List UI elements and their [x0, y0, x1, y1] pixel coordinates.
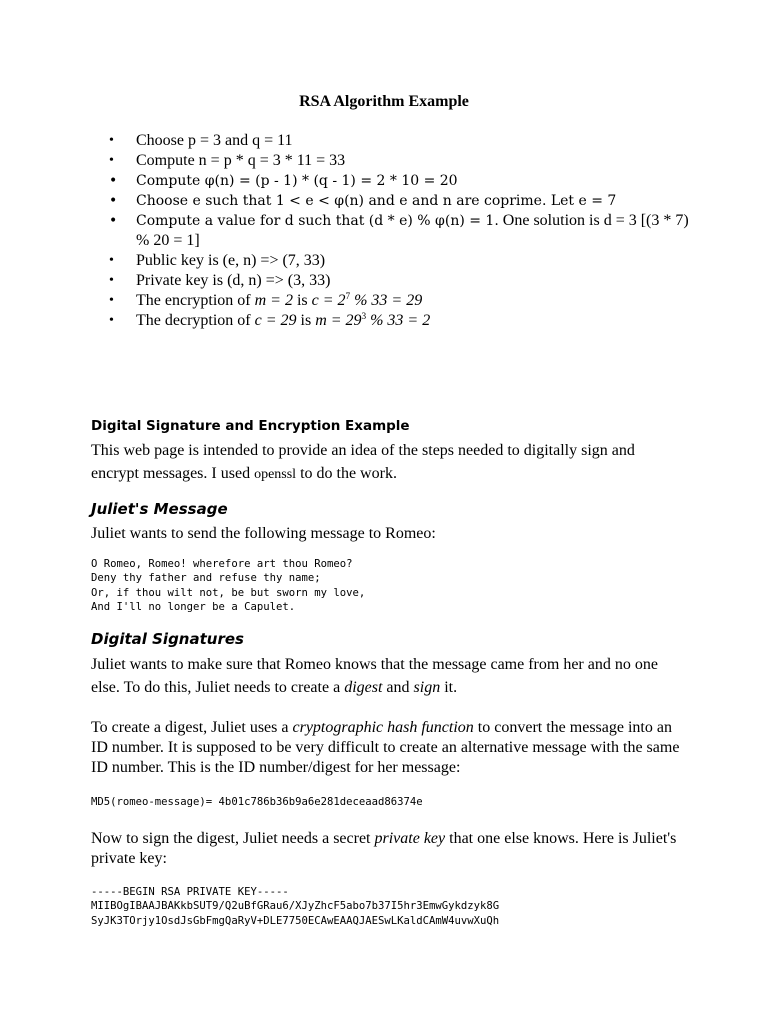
- juliet-message-code: O Romeo, Romeo! wherefore art thou Romeo? Deny thy father and refuse thy name; Or, if thou wilt not, be but sworn my love, And I'll no longer be a Capulet.: [91, 558, 366, 613]
- list-item: • Choose e such that 1 < e < φ(n) and e and n are coprime. Let e = 7: [109, 193, 617, 209]
- list-item: • Compute a value for d such that (d * e) % φ(n) = 1. One solution is d = 3 [(3 * 7) % 20 = 1]: [109, 212, 689, 249]
- signature-paragraph-1: Juliet wants to make sure that Romeo knows that the message came from her and no one else. To do this, Juliet needs to create a digest and sign it.: [91, 656, 658, 696]
- private-key-code: -----BEGIN RSA PRIVATE KEY----- MIIBOgIBAAJBAKkbSUT9/Q2uBfGRau6/XJyZhcF5abo7b37I5hr3EmwGykdzyk8G SyJK3TOrjy1OsdJsGbFmgQaRyV+DLE7750ECAwEAAQJAESwLKaldCAmW4uvwXuQh: [91, 886, 500, 927]
- list-item: • Choose p = 3 and q = 11: [109, 132, 293, 149]
- signature-paragraph-2: To create a digest, Juliet uses a cryptographic hash function to convert the message into an ID number. It is supposed to be very difficult to create an alternative message with the same ID number. This is the ID number/digest for her message:: [91, 719, 680, 776]
- bullet-icon: •: [109, 273, 114, 288]
- bullet-icon: •: [109, 133, 114, 148]
- rsa-steps-list: [109, 131, 689, 331]
- bullet-icon: •: [109, 153, 114, 168]
- bullet-icon: •: [109, 253, 114, 268]
- list-item: • The encryption of m = 2 is $c = 2^7$ % 33 = 29: [109, 291, 423, 309]
- bullet-icon: •: [109, 313, 114, 328]
- intro-paragraph: This web page is intended to provide an idea of the steps needed to digitally sign and encrypt messages. I used openssl to do the work.: [91, 442, 635, 482]
- section-heading-digital-signatures: Digital Signatures: [91, 630, 244, 648]
- list-item: • Public key is (e, n) => (7, 33): [109, 252, 326, 269]
- page-title: RSA Algorithm Example: [299, 93, 469, 110]
- list-item: • The decryption of c = 29 is $m = 29^3$ % 33 = 2: [109, 311, 431, 329]
- signature-paragraph-3: Now to sign the digest, Juliet needs a secret private key that one else knows. Here is Juliet's private key:: [91, 830, 677, 867]
- list-item: • Compute n = p * q = 3 * 11 = 33: [109, 152, 346, 169]
- bullet-icon: •: [109, 193, 118, 209]
- md5-digest-code: MD5(romeo-message)= 4b01c786b36b9a6e281deceaad86374e: [91, 796, 423, 808]
- list-item: • Compute φ(n) = (p - 1) * (q - 1) = 2 * 10 = 20: [109, 173, 458, 189]
- list-item: • Private key is (d, n) => (3, 33): [109, 272, 331, 289]
- bullet-icon: •: [109, 293, 114, 308]
- section-heading-digital-signature: Digital Signature and Encryption Example: [91, 418, 410, 434]
- bullet-icon: •: [109, 213, 118, 229]
- juliet-intro-text: Juliet wants to send the following message to Romeo:: [91, 525, 436, 542]
- section-heading-juliets-message: Juliet's Message: [91, 500, 228, 518]
- bullet-icon: •: [109, 173, 118, 189]
